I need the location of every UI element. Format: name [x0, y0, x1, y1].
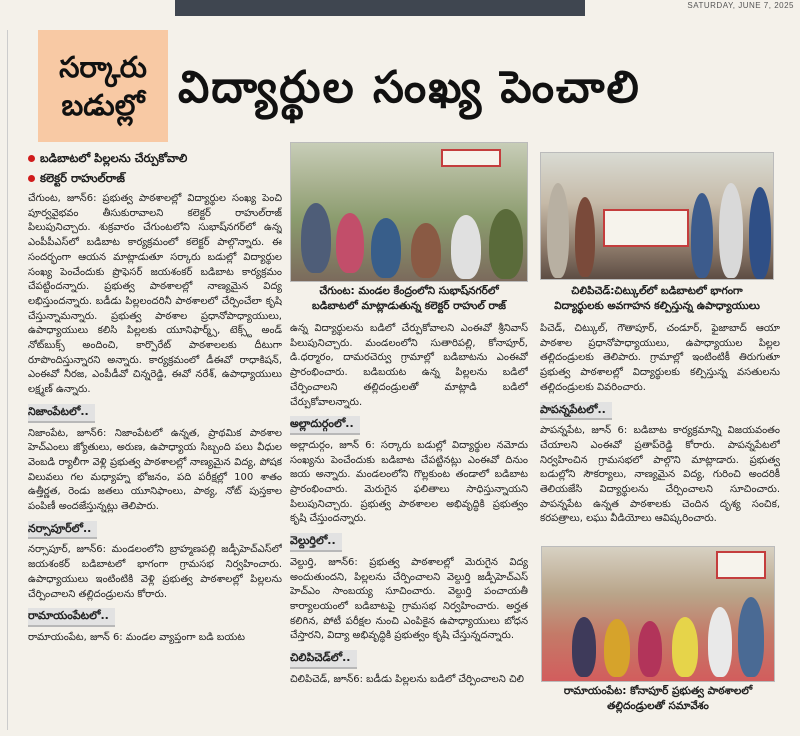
headline: విద్యార్థుల సంఖ్య పెంచాలి — [178, 62, 641, 113]
deck-bullet-text: కలెక్టర్‌ రాహుల్‌రాజ్‌ — [40, 171, 125, 185]
masthead-date: SATURDAY, JUNE 7, 2025 — [687, 1, 794, 10]
photo-teachers-awareness — [540, 152, 774, 280]
photo-banner — [441, 149, 501, 167]
caption-line: చిలిపిచెడ్‌:చిట్కుల్‌లో బడిబాటలో భాగంగా — [571, 285, 743, 297]
photo-banner — [716, 551, 766, 579]
paragraph: అల్లాదుర్గం, జూన్‌ 6: సర్కారు బడుల్లో విద్యార్థుల నమోదు సంఖ్యను పెంచేందుకు బడిబాట చేపట్టినట్లు ఎంఈవో దినుం జయ అన్నారు. మండలంలోని గొల్లకుంట తండాలో బడిబాట ప్రారంభించారు. మెరుగైన ఫలితాలు సాధిస్తున్నాయని పిలుపునిచ్చారు. ప్రభుత్వ పాఠశాలల అభివృద్ధికి ప్రభుత్వం కృషి చేస్తుందన్నారు. — [290, 439, 528, 525]
caption-line: చేగుంట: మండల కేంద్రంలోని సుభాష్‌నగర్‌లో — [319, 285, 499, 297]
caption-line: రామాయంపేట: కోనాపూర్‌ ప్రభుత్వ పాఠశాలలో — [563, 685, 753, 697]
photo-banner — [603, 209, 689, 247]
subheading: నర్సాపూర్‌లో.. — [28, 521, 97, 540]
photo-caption-1 — [290, 284, 528, 314]
subheading: చిలిపిచెడ్‌లో.. — [290, 650, 357, 669]
bullet-dot-icon — [28, 155, 35, 162]
masthead-dark-band — [175, 0, 585, 16]
kicker-line-1: సర్కారు — [59, 50, 147, 84]
subheading: రామాయంపేటలో.. — [28, 608, 115, 627]
paragraph: నిజాంపేట, జూన్‌6: నిజాంపేటలో ఉన్నత, ప్రాథమిక పాఠశాల హెచ్‌ఎంలు జ్యోతులు, అరుణ, ఉపాధ్యాయ సిబ్బంది పలు వీధుల వెంబడి ర్యాలీగా వెళ్లి ప్రభుత్వ పాఠశాలల్లో నాణ్యమైన విద్య, పోషక విలువలు గల మధ్యాహ్న భోజనం, పది పరీక్షల్లో 100 శాతం ఉత్తీర్ణత, రెండు జతలు యూనిఫాంలు, పాఠ్య, నోట్‌ పుస్తకాల పంపిణీ అందజేస్తున్నట్లు తెలిపారు. — [28, 427, 282, 513]
photo-collector-meeting — [290, 142, 528, 282]
deck-bullets — [28, 148, 278, 188]
paragraph: చేగుంట, జూన్‌6: ప్రభుత్వ పాఠశాలల్లో విద్యార్థుల సంఖ్య పెంచి పూర్వవైభవం తీసుకురావాలని కలెక్టర్‌ రాహుల్‌రాజ్‌ పిలుపునిచ్చారు. శుక్రవారం చేగుంటలోని సుభాష్‌నగర్‌లో ఉన్న ఎంపీపీఎస్‌లో బడిబాట కార్యక్రమంలో కలెక్టర్‌ పాల్గొన్నారు. ఈ సందర్భంగా ఆయన మాట్లాడుతూ సర్కారు బడుల్లో విద్యార్థుల సంఖ్య పెంచేందుకు ప్రొఫెసర్‌ జయశంకర్‌ బడిబాట కార్యక్రమం చేపట్టిందన్నారు. ప్రభుత్వ పాఠశాలల్లో నాణ్యమైన విద్య లభిస్తుందన్నారు. బడీడు పిల్లలందరినీ పాఠశాలలో చేర్పించేలా కృషి చేస్తున్నామన్నారు. ప్రభుత్వ పాఠశాల ప్రధానోపాధ్యాయులు, ఉపాధ్యాయులు కలిసి పిల్లలకు యూనిఫార్మ్స్‌, టెక్స్ట్‌ అండ్‌ నోట్‌బుక్స్‌ అందించి, కార్పొరేట్‌ పాఠశాలలకు దీటుగా రూపొందిస్తున్నారని అన్నారు. కార్యక్రమంలో డీఈవో రాధాకిషన్‌, ఎంఈవో నీరజ, ఎంపీడీవో చిన్నరెడ్డి, ఈవో నరేశ్‌, ఉపాధ్యాయులు లక్ష్మణ్‌ ఉన్నారు. — [28, 193, 282, 396]
subheading: పాపన్నపేటలో.. — [540, 402, 612, 421]
bullet-dot-icon — [28, 175, 35, 182]
deck-bullet — [28, 168, 278, 188]
kicker-line-2: బడుల్లో — [61, 88, 145, 122]
caption-line: బడిబాటలో మాట్లాడుతున్న కలెక్టర్‌ రాహుల్‌ రాజ్‌ — [312, 300, 506, 312]
paragraph: వెల్దుర్తి, జూన్‌6: ప్రభుత్వ పాఠశాలల్లో మెరుగైన విద్య అందుతుందని, పిల్లలను చేర్పించాలని వెల్దుర్తి జడ్పీహెచ్‌ఎస్‌ హెచ్‌ఎం సాంబయ్య సూచించారు. వెల్దుర్తి పంచాయతీ కార్యాలయంలో బడిబాటపై గ్రామసభ నిర్వహించారు. అర్హత కలిగిన, పోటీ పరీక్షల నుంచి ఎంపికైన ఉపాధ్యాయులు బోధన చేస్తారని, విద్యా అభివృద్ధికి ప్రభుత్వం కృషి చేస్తున్నదన్నారు. — [290, 556, 528, 642]
paragraph: ఉన్న విద్యార్థులను బడిలో చేర్పుకోవాలని ఎంఈవో శ్రీనివాస్‌ పిలుపునిచ్చారు. మండలంలోని సుతారిపల్లి, కోనాపూర్‌, డి.ధర్మారం, దామరచెర్వు గ్రామాల్లో బడిబాటను ఎంఈవో ప్రారంభించారు. బడిబయట ఉన్న పిల్లలను బడిలో చేర్పించాలని తల్లిదండ్రులతో మాట్లాడి బడిలో చేర్పుకోవాలన్నారు. — [290, 323, 528, 408]
paragraph: నర్సాపూర్‌, జూన్‌6: మండలంలోని బ్రాహ్మణపల్లి జడ్పీహెచ్‌ఎస్‌లో జయశంకర్‌ బడిబాటలో భాగంగా గ్రామసభ నిర్వహించారు. ఉపాధ్యాయులు ఇంటింటికి వెళ్లి ప్రభుత్వ పాఠశాలల్లో పిల్లలను చేర్పించాలని తల్లిదండ్రులను కోరారు. — [28, 544, 282, 600]
caption-line: విద్యార్థులకు అవగాహన కల్పిస్తున్న ఉపాధ్యాయులు — [554, 300, 760, 312]
left-page-edge — [0, 30, 8, 730]
deck-bullet-text: బడిబాటలో పిల్లలను చేర్పుకోవాలి — [40, 151, 188, 165]
article-column-2 — [290, 322, 528, 732]
photo-caption-2 — [540, 284, 774, 314]
paragraph: చిలిపిచెడ్‌, జూన్‌6: బడీడు పిల్లలను బడిలో చేర్పించాలని చిలి — [290, 673, 524, 685]
photo-caption-3 — [541, 684, 775, 714]
subheading: నిజాంపేటలో.. — [28, 404, 95, 423]
article-column-3 — [540, 322, 780, 542]
article-column-1 — [28, 192, 282, 732]
caption-line: తల్లిదండ్రులతో సమావేశం — [607, 700, 709, 712]
photo-parents-meeting — [541, 546, 775, 682]
paragraph: పాపన్నపేట, జూన్‌ 6: బడిబాట కార్యక్రమాన్ని విజయవంతం చేయాలని ఎంఈవో ప్రతాప్‌రెడ్డి కోరారు. పాపన్నపేటలో నిర్వహించిన గ్రామసభలో పాల్గొని మాట్లాడారు. ప్రభుత్వ బడుల్లోని సౌకర్యాలు, నాణ్యమైన విద్య, గురించి అందరికీ తెలియజేసి విద్యార్థులను చేర్పించాలని సూచించారు. పాపన్నపేట ఉన్నత పాఠశాలకు చెందిన దృశ్య సంచిక, కరపత్రాలు, లఘు వీడియోలు ఆవిష్కరించారు. — [540, 425, 780, 525]
deck-bullet — [28, 148, 278, 168]
paragraph: రామాయంపేట, జూన్‌ 6: మండల వ్యాప్తంగా బడి బయట — [28, 631, 245, 643]
subheading: వెల్దుర్తిలో.. — [290, 533, 342, 552]
paragraph: పిచెడ్‌, చిట్కుల్‌, గౌతాపూర్‌, చండూర్‌, ఫైజాబాద్‌ ఆయా పాఠశాల ప్రధానోపాధ్యాయులు, ఉపాధ్యాయుల పిల్లల తల్లిదండ్రులకు తెలిపారు. గ్రామాల్లో ఇంటింటికీ తిరుగుతూ ప్రభుత్వ పాఠశాలల్లో విద్యార్థులకు కల్పిస్తున్న వసతులను తల్లిదండ్రులకు వివరించారు. — [540, 323, 780, 393]
subheading: అల్లాదుర్గంలో.. — [290, 416, 360, 435]
kicker-box — [38, 30, 168, 142]
masthead-strip — [0, 0, 800, 16]
